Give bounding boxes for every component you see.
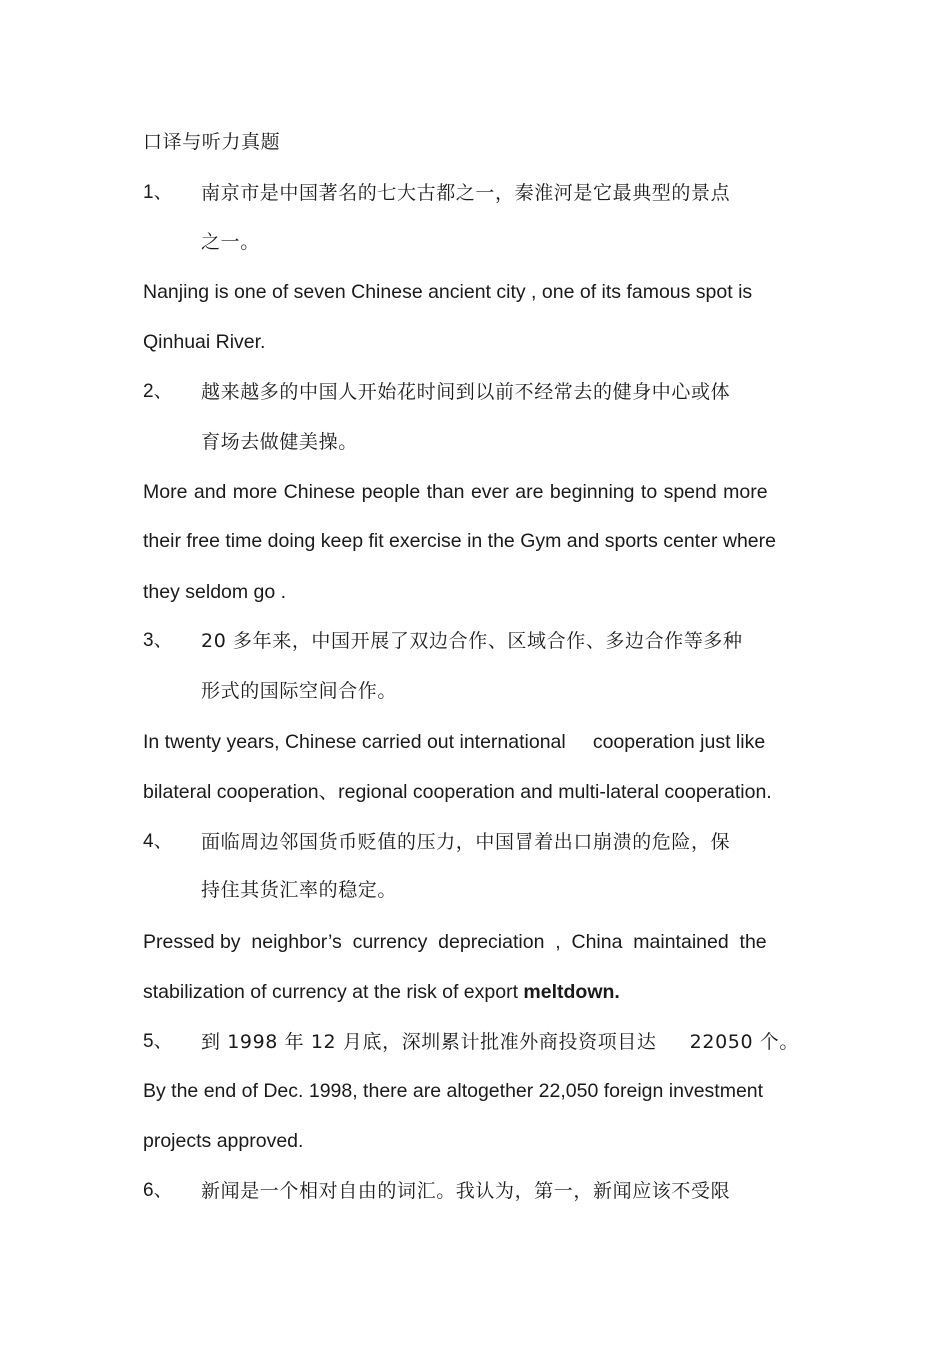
- item-chinese-line: 20 多年来，中国开展了双边合作、区域合作、多边合作等多种: [201, 630, 743, 652]
- bold-term: meltdown.: [523, 981, 620, 1003]
- item-number: 3、: [143, 630, 173, 651]
- item-english-line: Pressed by neighbor’s currency depreciation , China maintained the: [143, 931, 767, 953]
- item-number: 1、: [143, 182, 173, 203]
- item-chinese-line: 面临周边邻国货币贬值的压力，中国冒着出口崩溃的危险，保: [201, 831, 731, 853]
- item-english-line: they seldom go .: [143, 581, 287, 603]
- item-number: 4、: [143, 831, 173, 852]
- item-english-line: In twenty years, Chinese carried out international cooperation just like: [143, 731, 766, 753]
- item-chinese-line: 持住其货汇率的稳定。: [201, 879, 398, 901]
- item-number: 6、: [143, 1180, 173, 1201]
- item-english-line: their free time doing keep fit exercise in the Gym and sports center where: [143, 530, 776, 552]
- item-english-line: Nanjing is one of seven Chinese ancient city , one of its famous spot is: [143, 281, 753, 303]
- item-chinese-line: 新闻是一个相对自由的词汇。我认为，第一，新闻应该不受限: [201, 1180, 731, 1202]
- item-english-line: More and more Chinese people than ever are beginning to spend more: [143, 481, 768, 503]
- item-english-line: By the end of Dec. 1998, there are altogether 22,050 foreign investment: [143, 1080, 764, 1102]
- english-text: stabilization of currency at the risk of export: [143, 981, 524, 1003]
- item-chinese-line: 育场去做健美操。: [201, 431, 358, 453]
- document-title: 口译与听力真题: [143, 131, 281, 153]
- item-chinese-line: 越来越多的中国人开始花时间到以前不经常去的健身中心或体: [201, 381, 731, 403]
- item-chinese-line: 形式的国际空间合作。: [201, 680, 398, 702]
- item-chinese-line: 之一。: [201, 231, 260, 253]
- item-english-line: [143, 979, 620, 1005]
- item-chinese-line: 南京市是中国著名的七大古都之一，秦淮河是它最典型的景点: [201, 182, 731, 204]
- item-english-line: projects approved.: [143, 1130, 304, 1152]
- item-chinese-line: 到 1998 年 12 月底，深圳累计批准外商投资项目达 22050 个。: [201, 1031, 799, 1053]
- item-english-line: Qinhuai River.: [143, 331, 266, 353]
- item-number: 2、: [143, 381, 173, 402]
- item-english-line: bilateral cooperation、regional cooperation and multi-lateral cooperation.: [143, 781, 772, 803]
- item-number: 5、: [143, 1031, 173, 1052]
